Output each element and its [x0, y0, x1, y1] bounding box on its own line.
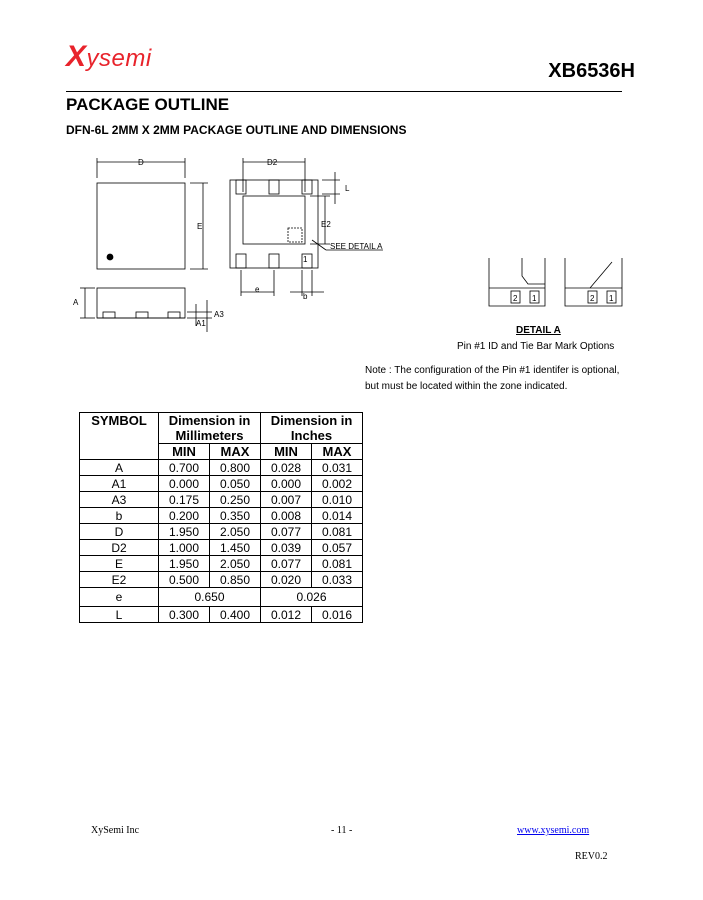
header-mm-max: MAX: [210, 444, 261, 460]
label-pin1: 1: [303, 255, 308, 264]
detail-label-pin1-a: 1: [532, 294, 537, 303]
package-outline-drawing: [0, 0, 703, 400]
cell-symbol: A3: [80, 492, 159, 508]
cell-in-min: 0.077: [261, 556, 312, 572]
label-e-cap: E: [197, 222, 203, 231]
section-title: PACKAGE OUTLINE: [66, 95, 230, 114]
cell-in-min: 0.012: [261, 607, 312, 623]
cell-in-max: 0.016: [312, 607, 363, 623]
table-row: [80, 508, 363, 524]
cell-mm-typ: 0.650: [159, 588, 261, 607]
note-line-2: but must be located within the zone indicated.: [365, 381, 568, 392]
cell-mm-max: 0.800: [210, 460, 261, 476]
cell-in-min: 0.008: [261, 508, 312, 524]
cell-in-min: 0.028: [261, 460, 312, 476]
label-d2: D2: [267, 158, 278, 167]
footer-website-link[interactable]: www.xysemi.com: [517, 825, 590, 836]
section-subtitle: DFN-6L 2MM X 2MM PACKAGE OUTLINE AND DIMENSIONS: [66, 123, 407, 137]
cell-in-max: 0.014: [312, 508, 363, 524]
cell-mm-max: 2.050: [210, 556, 261, 572]
label-e-small: e: [255, 285, 260, 294]
exposed-pad: [243, 196, 305, 244]
cell-mm-max: 0.050: [210, 476, 261, 492]
cell-mm-max: 2.050: [210, 524, 261, 540]
cell-mm-min: 1.950: [159, 556, 210, 572]
cell-symbol: E2: [80, 572, 159, 588]
part-number: XB6536H: [548, 60, 635, 82]
detail-note: [365, 363, 635, 395]
footer-page-number: - 11 -: [331, 825, 353, 836]
table-row: [80, 540, 363, 556]
cell-in-min: 0.007: [261, 492, 312, 508]
label-b: b: [303, 292, 308, 301]
cell-in-max: 0.081: [312, 556, 363, 572]
cell-symbol: L: [80, 607, 159, 623]
cell-symbol: D2: [80, 540, 159, 556]
table-row: [80, 607, 363, 623]
table-row: [80, 556, 363, 572]
cell-mm-min: 0.500: [159, 572, 210, 588]
note-line-1: Note : The configuration of the Pin #1 identifer is optional,: [365, 365, 620, 376]
cell-mm-max: 0.250: [210, 492, 261, 508]
cell-mm-max: 0.400: [210, 607, 261, 623]
cell-mm-min: 1.000: [159, 540, 210, 556]
cell-in-min: 0.077: [261, 524, 312, 540]
cell-in-min: 0.039: [261, 540, 312, 556]
header-mm: Dimension in Millimeters: [159, 413, 261, 444]
header-in: Dimension in Inches: [261, 413, 363, 444]
detail-subtitle: Pin #1 ID and Tie Bar Mark Options: [457, 341, 615, 352]
logo-mark: X: [66, 40, 87, 73]
cell-in-max: 0.033: [312, 572, 363, 588]
footer-revision: REV0.2: [575, 851, 608, 862]
detail-label-pin1-b: 1: [609, 294, 614, 303]
cell-mm-min: 0.000: [159, 476, 210, 492]
detail-label-pin2-b: 2: [590, 294, 595, 303]
cell-in-max: 0.081: [312, 524, 363, 540]
label-a1: A1: [196, 319, 206, 328]
cell-symbol: b: [80, 508, 159, 524]
cell-in-max: 0.010: [312, 492, 363, 508]
pin1-dot: [107, 254, 113, 260]
cell-symbol: e: [80, 588, 159, 607]
table-row: [80, 588, 363, 607]
cell-in-max: 0.057: [312, 540, 363, 556]
cell-mm-min: 0.300: [159, 607, 210, 623]
label-see-detail: SEE DETAIL A: [330, 242, 383, 251]
label-e2: E2: [321, 220, 331, 229]
cell-in-max: 0.002: [312, 476, 363, 492]
cell-mm-min: 1.950: [159, 524, 210, 540]
table-row: [80, 524, 363, 540]
header-in-max: MAX: [312, 444, 363, 460]
label-a: A: [73, 298, 79, 307]
detail-title: DETAIL A: [516, 325, 561, 336]
cell-symbol: D: [80, 524, 159, 540]
cell-mm-min: 0.200: [159, 508, 210, 524]
cell-mm-max: 0.850: [210, 572, 261, 588]
header-symbol: SYMBOL: [80, 413, 159, 460]
cell-mm-min: 0.175: [159, 492, 210, 508]
header-in-min: MIN: [261, 444, 312, 460]
header-mm-min: MIN: [159, 444, 210, 460]
cell-symbol: A: [80, 460, 159, 476]
cell-symbol: A1: [80, 476, 159, 492]
label-l: L: [345, 184, 350, 193]
table-row: [80, 572, 363, 588]
table-row: [80, 460, 363, 476]
logo-text: ysemi: [86, 45, 152, 72]
footer-company: XySemi Inc: [91, 825, 140, 836]
table-row: [80, 492, 363, 508]
cell-mm-min: 0.700: [159, 460, 210, 476]
cell-in-typ: 0.026: [261, 588, 363, 607]
cell-symbol: E: [80, 556, 159, 572]
cell-in-min: 0.000: [261, 476, 312, 492]
side-view-body: [97, 288, 185, 318]
cell-in-min: 0.020: [261, 572, 312, 588]
cell-in-max: 0.031: [312, 460, 363, 476]
label-a3: A3: [214, 310, 224, 319]
label-d: D: [138, 158, 144, 167]
cell-mm-max: 0.350: [210, 508, 261, 524]
dimensions-table: [79, 412, 363, 623]
detail-label-pin2-a: 2: [513, 294, 518, 303]
cell-mm-max: 1.450: [210, 540, 261, 556]
table-row: [80, 476, 363, 492]
